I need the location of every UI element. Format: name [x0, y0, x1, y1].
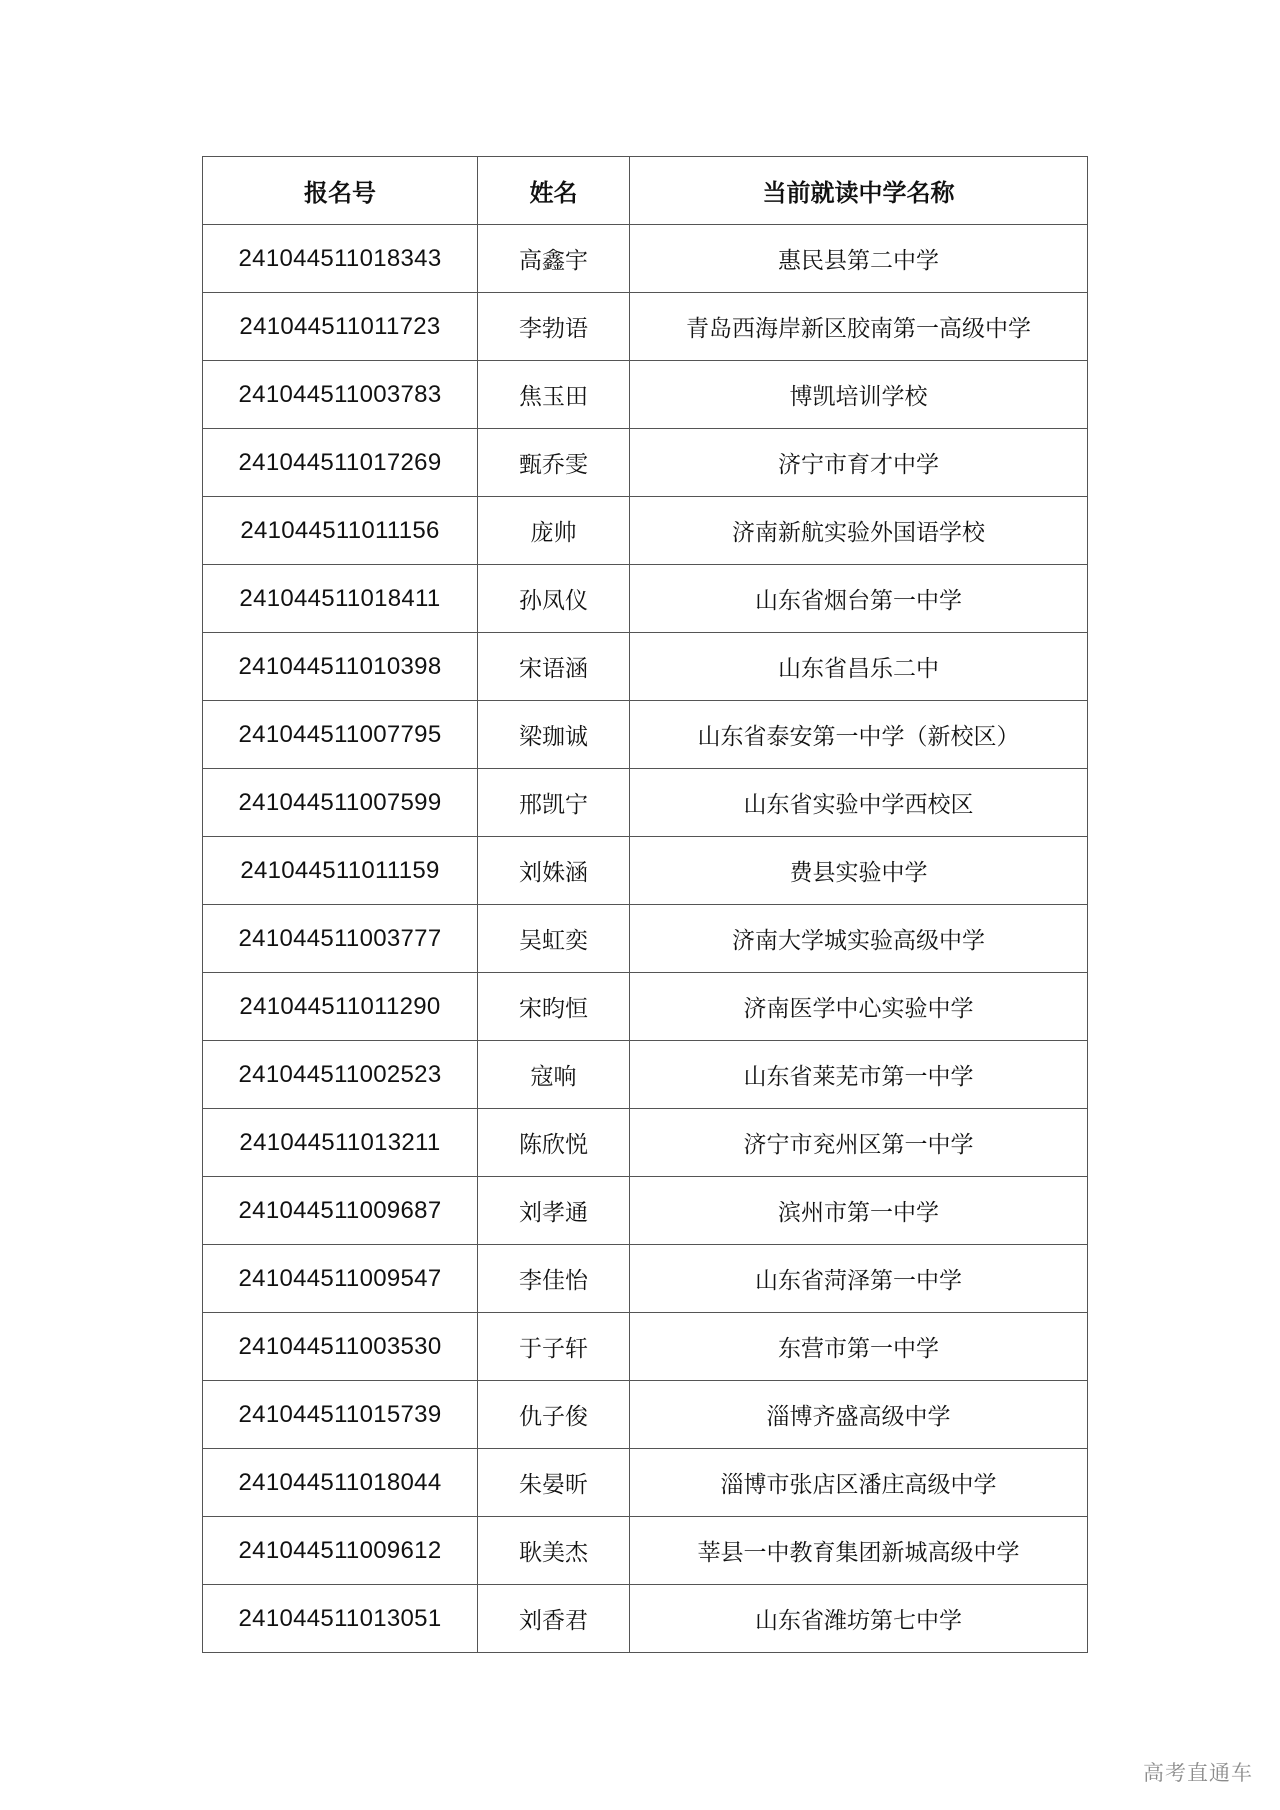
candidate-table — [202, 156, 1088, 1653]
registration-number-cell: 241044511003777 — [203, 905, 478, 973]
name-cell: 宋语涵 — [478, 633, 630, 701]
header-school: 当前就读中学名称 — [630, 157, 1088, 225]
school-cell: 淄博市张店区潘庄高级中学 — [630, 1449, 1088, 1517]
school-cell: 青岛西海岸新区胶南第一高级中学 — [630, 293, 1088, 361]
header-name: 姓名 — [478, 157, 630, 225]
registration-number-cell: 241044511009547 — [203, 1245, 478, 1313]
table-row — [203, 1041, 1088, 1109]
school-cell: 山东省泰安第一中学（新校区） — [630, 701, 1088, 769]
name-cell: 甄乔雯 — [478, 429, 630, 497]
table-row — [203, 973, 1088, 1041]
name-cell: 焦玉田 — [478, 361, 630, 429]
name-cell: 于子轩 — [478, 1313, 630, 1381]
registration-number-cell: 241044511007795 — [203, 701, 478, 769]
table-row — [203, 633, 1088, 701]
registration-number-cell: 241044511013051 — [203, 1585, 478, 1653]
table-header-row — [203, 157, 1088, 225]
name-cell: 刘香君 — [478, 1585, 630, 1653]
table-row — [203, 769, 1088, 837]
table-row — [203, 225, 1088, 293]
registration-number-cell: 241044511018044 — [203, 1449, 478, 1517]
registration-number-cell: 241044511011159 — [203, 837, 478, 905]
registration-number-cell: 241044511007599 — [203, 769, 478, 837]
table-row — [203, 1585, 1088, 1653]
school-cell: 山东省菏泽第一中学 — [630, 1245, 1088, 1313]
school-cell: 博凯培训学校 — [630, 361, 1088, 429]
registration-number-cell: 241044511017269 — [203, 429, 478, 497]
school-cell: 东营市第一中学 — [630, 1313, 1088, 1381]
registration-number-cell: 241044511009612 — [203, 1517, 478, 1585]
school-cell: 滨州市第一中学 — [630, 1177, 1088, 1245]
header-registration-number: 报名号 — [203, 157, 478, 225]
table-row — [203, 701, 1088, 769]
table-row — [203, 429, 1088, 497]
name-cell: 朱晏昕 — [478, 1449, 630, 1517]
school-cell: 淄博齐盛高级中学 — [630, 1381, 1088, 1449]
name-cell: 梁珈诚 — [478, 701, 630, 769]
name-cell: 宋昀恒 — [478, 973, 630, 1041]
name-cell: 刘孝通 — [478, 1177, 630, 1245]
name-cell: 李勃语 — [478, 293, 630, 361]
school-cell: 莘县一中教育集团新城高级中学 — [630, 1517, 1088, 1585]
school-cell: 山东省昌乐二中 — [630, 633, 1088, 701]
name-cell: 寇响 — [478, 1041, 630, 1109]
registration-number-cell: 241044511010398 — [203, 633, 478, 701]
name-cell: 陈欣悦 — [478, 1109, 630, 1177]
table-row — [203, 1381, 1088, 1449]
registration-number-cell: 241044511015739 — [203, 1381, 478, 1449]
registration-number-cell: 241044511009687 — [203, 1177, 478, 1245]
school-cell: 惠民县第二中学 — [630, 225, 1088, 293]
name-cell: 耿美杰 — [478, 1517, 630, 1585]
table-row — [203, 565, 1088, 633]
table-row — [203, 1449, 1088, 1517]
registration-number-cell: 241044511011290 — [203, 973, 478, 1041]
school-cell: 济南大学城实验高级中学 — [630, 905, 1088, 973]
school-cell: 济南新航实验外国语学校 — [630, 497, 1088, 565]
registration-number-cell: 241044511018343 — [203, 225, 478, 293]
table-row — [203, 497, 1088, 565]
registration-number-cell: 241044511011723 — [203, 293, 478, 361]
name-cell: 邢凯宁 — [478, 769, 630, 837]
registration-number-cell: 241044511013211 — [203, 1109, 478, 1177]
registration-number-cell: 241044511003530 — [203, 1313, 478, 1381]
school-cell: 山东省莱芜市第一中学 — [630, 1041, 1088, 1109]
school-cell: 山东省烟台第一中学 — [630, 565, 1088, 633]
name-cell: 李佳怡 — [478, 1245, 630, 1313]
name-cell: 庞帅 — [478, 497, 630, 565]
school-cell: 济南医学中心实验中学 — [630, 973, 1088, 1041]
registration-number-cell: 241044511011156 — [203, 497, 478, 565]
table-row — [203, 1177, 1088, 1245]
table-row — [203, 1517, 1088, 1585]
table-row — [203, 837, 1088, 905]
name-cell: 孙凤仪 — [478, 565, 630, 633]
table-row — [203, 1245, 1088, 1313]
table-row — [203, 293, 1088, 361]
watermark: 高考直通车 — [1143, 1761, 1253, 1785]
registration-number-cell: 241044511003783 — [203, 361, 478, 429]
name-cell: 刘姝涵 — [478, 837, 630, 905]
table-row — [203, 1313, 1088, 1381]
school-cell: 济宁市育才中学 — [630, 429, 1088, 497]
name-cell: 吴虹奕 — [478, 905, 630, 973]
school-cell: 费县实验中学 — [630, 837, 1088, 905]
school-cell: 济宁市兖州区第一中学 — [630, 1109, 1088, 1177]
registration-number-cell: 241044511018411 — [203, 565, 478, 633]
school-cell: 山东省实验中学西校区 — [630, 769, 1088, 837]
school-cell: 山东省潍坊第七中学 — [630, 1585, 1088, 1653]
table-row — [203, 1109, 1088, 1177]
registration-number-cell: 241044511002523 — [203, 1041, 478, 1109]
name-cell: 仇子俊 — [478, 1381, 630, 1449]
table-row — [203, 361, 1088, 429]
name-cell: 高鑫宇 — [478, 225, 630, 293]
table-row — [203, 905, 1088, 973]
